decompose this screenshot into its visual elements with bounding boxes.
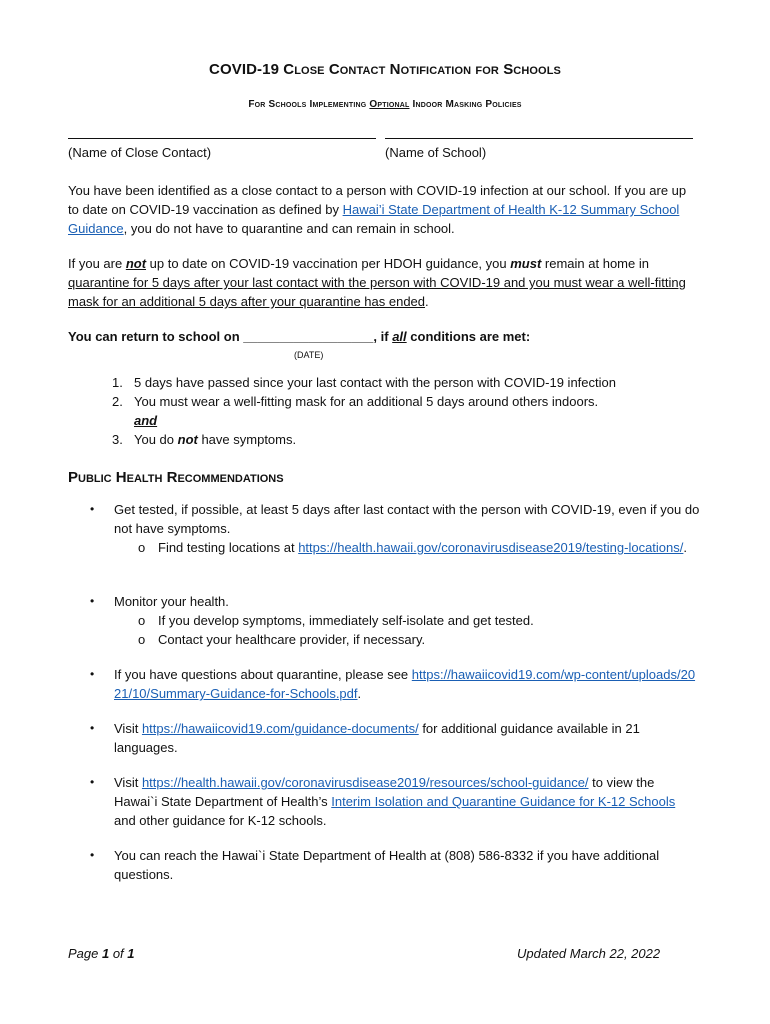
list-number: 1. (112, 375, 123, 390)
condition-text: You do (134, 432, 178, 447)
list-item (90, 592, 700, 649)
document-subtitle (0, 95, 770, 114)
recommendation-text-a: If you have questions about quarantine, please see (114, 667, 412, 682)
return-all: all (392, 329, 407, 344)
conditions-list (112, 373, 672, 449)
bullet-icon: • (90, 775, 95, 789)
list-item (112, 392, 672, 411)
condition-and: and (134, 413, 158, 428)
subtitle-part-a: For Schools Implementing (248, 99, 370, 110)
circle-bullet-icon: o (138, 540, 146, 555)
list-number: 2. (112, 394, 123, 409)
close-contact-label: (Name of Close Contact) (68, 145, 212, 160)
updated-date: Updated March 22, 2022 (517, 946, 661, 961)
sub-text: . (683, 540, 688, 555)
list-number: 3. (112, 432, 123, 447)
guidance-documents-link[interactable]: https://hawaiicovid19.com/guidance-documents/ (141, 721, 419, 736)
circle-bullet-icon: o (138, 613, 146, 628)
page-label: Page (68, 946, 102, 961)
page-total: 1 (127, 946, 135, 961)
school-guidance-link[interactable]: https://health.hawaii.gov/coronavirusdisease2019/resources/school-guidance/ (141, 775, 589, 790)
intro-p2-text-a: If you are (68, 256, 126, 271)
sub-text: Find testing locations at (158, 540, 299, 555)
intro-p2-quarantine: quarantine for 5 days after your last contact with the person with COVID-19 and you must wear a well-fitting mask for an additional 5 days after your quarantine has ended (68, 275, 686, 309)
condition-text: have symptoms. (197, 432, 297, 447)
k12-guidance-link[interactable]: Hawai’i State Department of Health K-12 Summary School Guidance (68, 202, 680, 236)
sub-text: Contact your healthcare provider, if necessary. (158, 632, 426, 647)
list-item (90, 500, 700, 557)
recommendations-title: Public Health Recommendations (68, 469, 284, 486)
document-title (0, 60, 770, 79)
list-item (90, 630, 700, 649)
condition-not: not (177, 432, 198, 447)
list-item (90, 538, 700, 557)
return-text-b: conditions are met: (406, 329, 531, 344)
intro-p2-text-b: up to date on COVID-19 vaccination per HDOH guidance, you (146, 256, 511, 271)
school-name-line[interactable] (385, 138, 693, 139)
summary-guidance-link[interactable]: https://hawaiicovid19.com/wp-content/uploads/2021/10/Summary-Guidance-for-Schools.pdf (114, 667, 696, 701)
bullet-icon: • (90, 502, 95, 516)
recommendation-text (90, 665, 700, 703)
testing-locations-link[interactable]: https://health.hawaii.gov/coronavirusdisease2019/testing-locations/ (298, 540, 684, 555)
title-main: Close Contact Notification for Schools (283, 61, 561, 78)
intro-p2-must: must (510, 256, 542, 271)
intro-p2-text-c: remain at home in (541, 256, 649, 271)
recommendation-text (90, 719, 700, 757)
recommendation-text: Monitor your health. (114, 594, 229, 609)
recommendation-text: You can reach the Hawai`i State Department of Health at (808) 586-8332 if you have additional questions. (114, 848, 660, 882)
subtitle-optional: Optional (369, 99, 410, 110)
list-item (112, 430, 672, 449)
sub-text: If you develop symptoms, immediately self-isolate and get tested. (158, 613, 534, 628)
intro-p1-text-a: You have been identified as a close contact to a person with COVID-19 infection at our school. If you are up to date on COVID-19 vaccination as defined by (68, 183, 687, 217)
list-item (90, 773, 700, 830)
recommendation-text-a: Visit (114, 721, 142, 736)
bullet-icon: • (90, 721, 95, 735)
page-of: of (109, 946, 128, 961)
condition-text: 5 days have passed since your last contact with the person with COVID-19 infection (134, 375, 616, 390)
return-text-a: You can return to school on __________________, if (68, 329, 393, 344)
bullet-icon: • (90, 848, 95, 862)
intro-p2-text-d: . (425, 294, 429, 309)
recommendation-text-b: . (357, 686, 362, 701)
return-date-line (68, 327, 530, 346)
bullet-icon: • (90, 594, 95, 608)
recommendation-text-a: Visit (114, 775, 142, 790)
bullet-icon: • (90, 667, 95, 681)
recommendation-text: Get tested, if possible, at least 5 days after last contact with the person with COVID-19, even if you do not have symptoms. (114, 502, 700, 536)
page-current: 1 (101, 946, 110, 961)
close-contact-line[interactable] (68, 138, 376, 139)
recommendation-text-c: and other guidance for K-12 schools. (114, 813, 327, 828)
title-prefix: COVID-19 (209, 61, 284, 78)
intro-paragraph-2 (68, 254, 700, 311)
list-item (90, 665, 700, 703)
recommendation-text-b: to view the Hawai`i State Department of Health’s (114, 775, 655, 809)
list-item (90, 846, 700, 884)
list-item (112, 411, 672, 430)
list-item (90, 611, 700, 630)
condition-text: You must wear a well-fitting mask for an additional 5 days around others indoors. (134, 394, 599, 409)
date-label: (DATE) (294, 350, 324, 360)
intro-paragraph-1 (68, 181, 700, 238)
intro-p2-not: not (125, 256, 147, 271)
list-item (112, 373, 672, 392)
list-item (90, 719, 700, 757)
recommendation-text-b: for additional guidance available in 21 languages. (114, 721, 640, 755)
recommendation-text (90, 773, 700, 830)
isolation-quarantine-guidance-link[interactable]: Interim Isolation and Quarantine Guidance for K-12 Schools (331, 794, 676, 809)
intro-p1-text-b: , you do not have to quarantine and can remain in school. (123, 221, 455, 236)
circle-bullet-icon: o (138, 632, 146, 647)
subtitle-part-c: Indoor Masking Policies (409, 99, 522, 110)
page-number (68, 944, 135, 963)
school-name-label: (Name of School) (385, 145, 487, 160)
